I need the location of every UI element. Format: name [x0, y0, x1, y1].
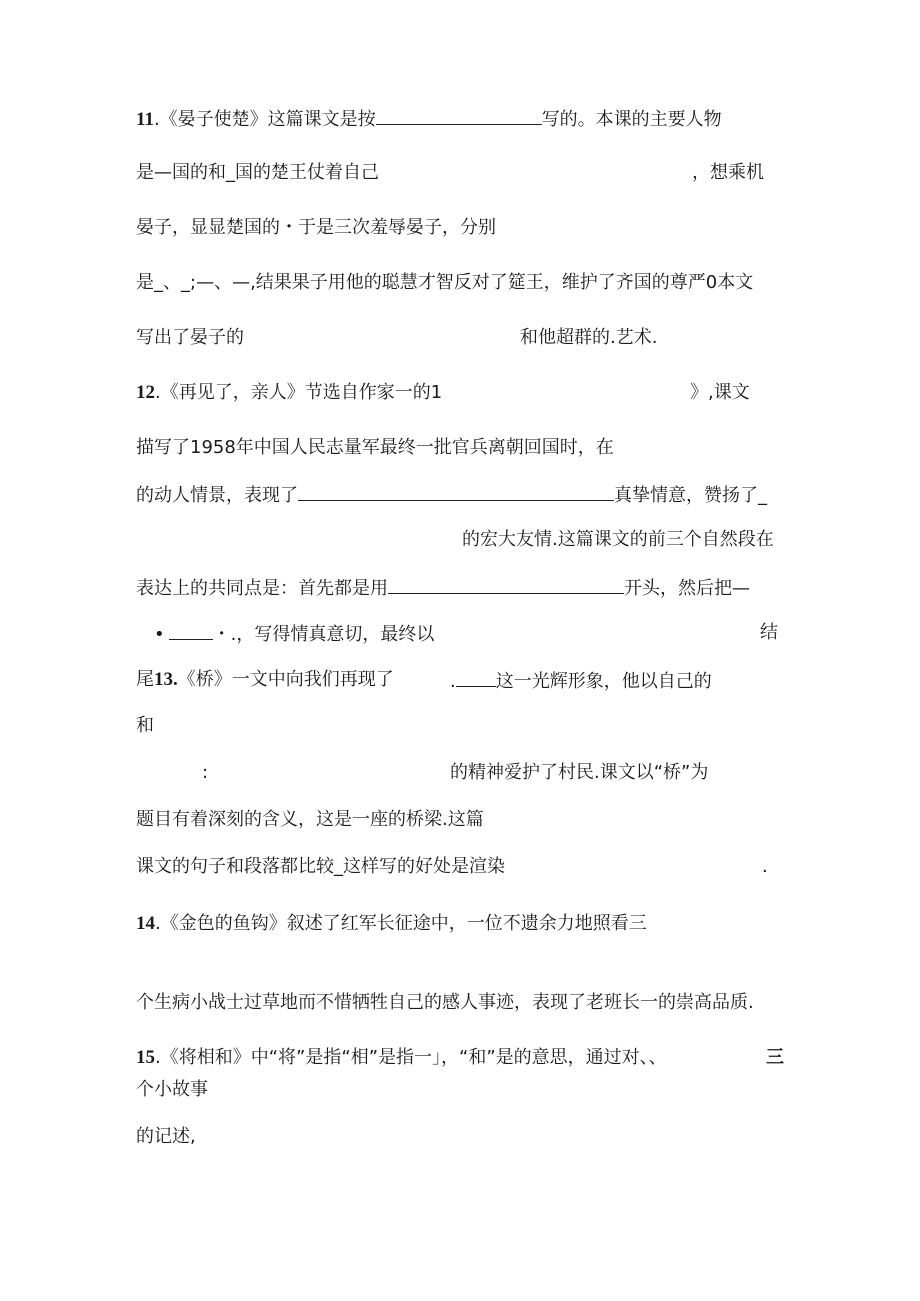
q13-line-3a: :	[202, 762, 209, 783]
q12-line-6c: 结	[760, 622, 778, 643]
q14-number: 14	[136, 913, 155, 934]
q12-line-1a	[136, 381, 442, 405]
q11-line-3: 晏子，显显楚国的・于是三次羞辱晏子，分别	[136, 217, 496, 238]
q11-text-1a: .《晏子使楚》这篇课文是按	[153, 109, 376, 130]
q12-text-3b: 真挚情意，赞扬了_	[614, 485, 767, 506]
q12-blank-2[interactable]	[388, 575, 624, 594]
q11-text-1b: 写的。本课的主要人物	[541, 109, 722, 130]
q15-line-1	[136, 1046, 667, 1070]
q13-text-1c: 这一光辉形象，他以自己的	[495, 671, 712, 692]
q13-line-5a: 课文的句子和段落都比较_这样写的好处是渲染	[136, 856, 505, 877]
q11-blank-1[interactable]	[376, 106, 542, 125]
q11-line-1	[136, 106, 722, 132]
q15-line-1b: 三	[766, 1047, 784, 1068]
q13-prefix: 尾	[136, 669, 154, 690]
q12-text-5a: 表达上的共同点是：首先都是用	[136, 578, 388, 599]
q12-line-5	[136, 575, 750, 601]
q13-text-1a: 《桥》一文中向我们再现了	[177, 669, 394, 690]
q15-line-3: 的记述,	[136, 1126, 196, 1147]
q12-number: 12	[136, 382, 155, 403]
q14-line-2: 个生病小战士过草地而不惜牺牲自己的感人事迹，表现了老班长一的崇高品质.	[136, 992, 754, 1013]
q12-line-6	[154, 621, 434, 647]
q13-line-1	[136, 668, 394, 692]
q13-number: 13.	[154, 669, 178, 690]
q11-line-4: 是_、_;—、—,结果果子用他的聪慧才智反对了筵王，维护了齐国的尊严0本文	[136, 272, 754, 293]
q15-text-1a: .《将相和》中“将”是指“相”是指一」，“和”是的意思，通过对、、	[155, 1047, 667, 1068]
q12-line-1b: 》,课文	[690, 382, 750, 403]
q15-line-2: 个小故事	[136, 1079, 208, 1100]
q11-line-5a: 写出了晏子的	[136, 327, 244, 348]
q13-line-1b	[450, 668, 712, 694]
q12-line-3	[136, 482, 767, 508]
q12-line-4: 的宏大友情.这篇课文的前三个自然段在	[462, 529, 774, 550]
q11-line-2b: ，想乘机	[692, 162, 764, 183]
q13-line-2: 和	[136, 715, 154, 736]
q12-text-5b: 开头，然后把—	[624, 578, 750, 599]
q14-text-1: .《金色的鱼钩》叙述了红军长征途中，一位不遗余力地照看三	[155, 913, 647, 934]
q13-dot: .	[450, 671, 456, 692]
q11-line-5b: 和他超群的.艺术.	[520, 327, 658, 348]
q14-line-1	[136, 912, 647, 936]
q11-line-2a: 是—国的和_国的楚王仗着自己	[136, 162, 379, 183]
q11-number: 11	[136, 109, 154, 130]
q15-number: 15	[136, 1047, 155, 1068]
q12-text-3a: 的动人情景，表现了	[136, 485, 298, 506]
q12-blank-1[interactable]	[298, 482, 614, 501]
q13-line-3b: 的精神爱护了村民.课文以“桥”为	[450, 762, 709, 783]
q12-text-1a: .《再见了，亲人》节选自作家一的1	[155, 382, 443, 403]
q13-line-5b: .	[762, 856, 768, 877]
q13-line-4: 题目有着深刻的含义，这是一座的桥梁.这篇	[136, 809, 484, 830]
q12-blank-3[interactable]	[169, 621, 213, 640]
q12-line-2: 描写了1958年中国人民志量军最终一批官兵离朝回国时，在	[136, 437, 614, 458]
q12-bullet: •	[154, 624, 165, 645]
q13-blank-1[interactable]	[456, 668, 496, 687]
q12-text-6b: ・.，写得情真意切，最终以	[212, 624, 435, 645]
